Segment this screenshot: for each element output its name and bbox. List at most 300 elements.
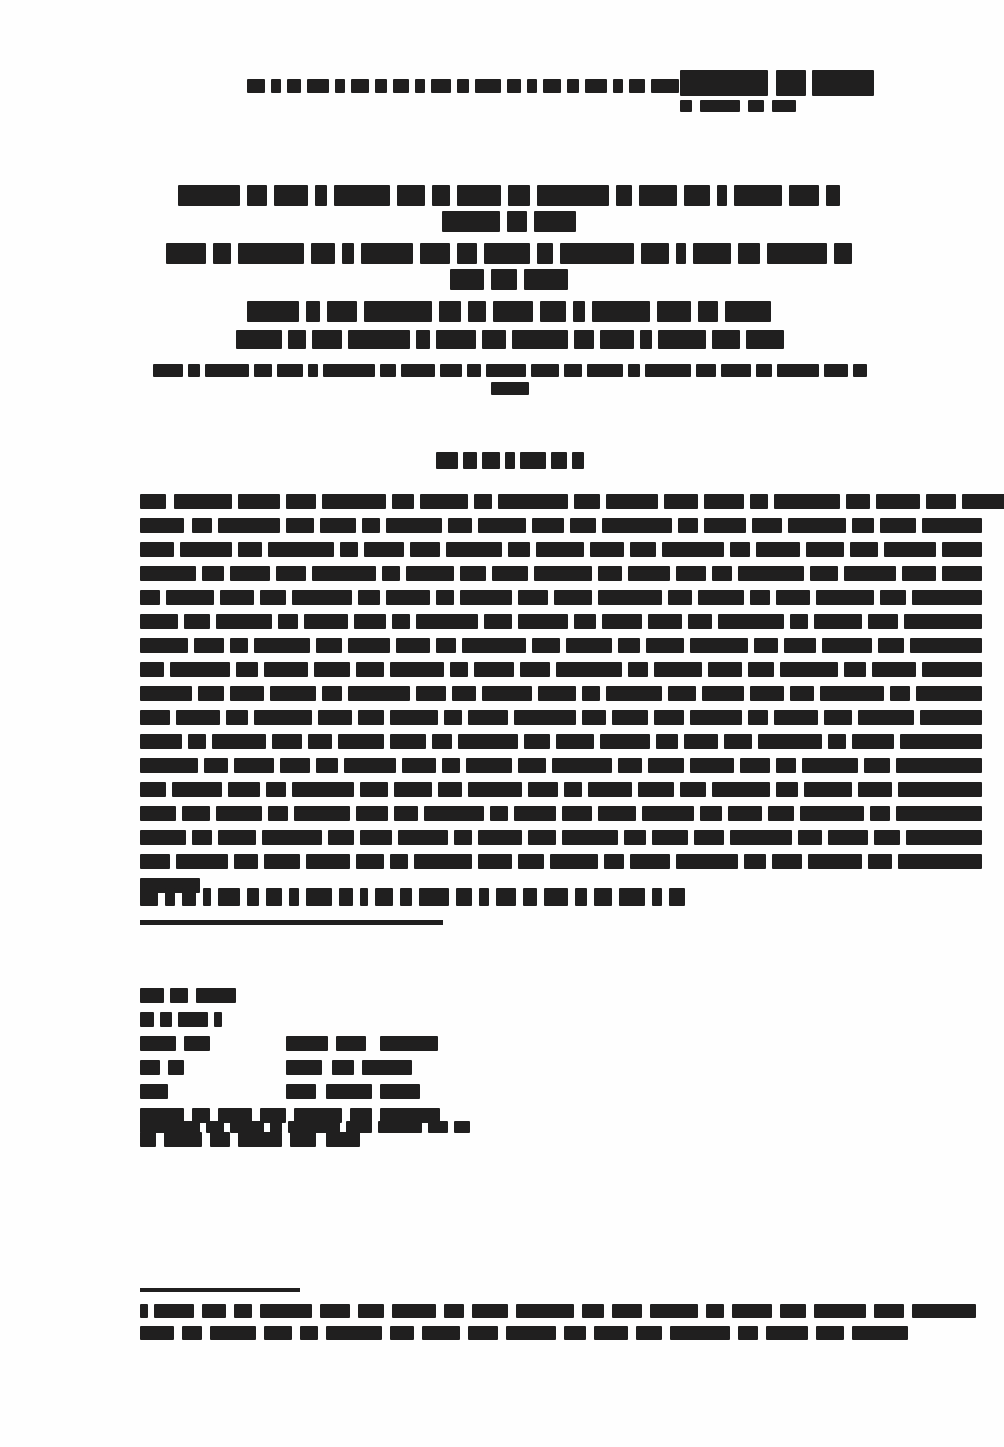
text-block: [505, 452, 515, 469]
text-block: [604, 854, 624, 869]
text-block: [140, 830, 186, 845]
text-block: [844, 662, 866, 677]
text-block: [774, 710, 818, 725]
text-block: [564, 782, 582, 797]
text-block: [912, 1304, 976, 1318]
text-block: [534, 211, 576, 232]
text-block: [612, 1304, 642, 1318]
text-block: [468, 710, 508, 725]
text-block: [752, 518, 782, 533]
text-block: [457, 79, 469, 93]
text-block: [916, 686, 982, 701]
text-block: [188, 364, 200, 377]
text-block: [554, 590, 592, 605]
text-block: [140, 1012, 154, 1027]
text-block: [802, 758, 858, 773]
text-block: [271, 79, 281, 93]
text-block: [922, 518, 982, 533]
text-block: [178, 1012, 208, 1027]
text-block: [234, 758, 274, 773]
text-block: [700, 100, 740, 112]
text-block: [598, 590, 662, 605]
text-block: [140, 662, 164, 677]
text-block: [730, 542, 750, 557]
text-block: [288, 1121, 340, 1133]
text-block: [618, 758, 642, 773]
text-block: [754, 638, 778, 653]
text-block: [218, 888, 240, 906]
text-block: [639, 185, 677, 206]
text-block: [316, 758, 338, 773]
equation-line: [140, 1009, 540, 1033]
text-block: [648, 758, 684, 773]
text-block: [598, 806, 636, 821]
text-block: [748, 710, 768, 725]
text-block: [575, 888, 587, 906]
text-block: [690, 710, 742, 725]
text-block: [816, 1326, 844, 1340]
text-block: [834, 243, 852, 264]
text-block: [846, 494, 870, 509]
text-block: [890, 686, 910, 701]
text-block: [868, 614, 898, 629]
text-block: [436, 330, 476, 349]
text-block: [780, 662, 838, 677]
text-block: [140, 1304, 148, 1318]
text-block: [852, 1326, 908, 1340]
text-block: [704, 518, 746, 533]
text-block: [419, 888, 449, 906]
text-block: [858, 782, 892, 797]
text-block: [479, 888, 489, 906]
text-block: [776, 590, 810, 605]
abstract-line: [140, 852, 880, 876]
text-block: [896, 806, 982, 821]
text-block: [392, 614, 410, 629]
text-block: [874, 830, 900, 845]
text-block: [602, 614, 642, 629]
text-block: [690, 758, 734, 773]
text-block: [140, 614, 178, 629]
text-block: [484, 614, 512, 629]
text-block: [498, 494, 568, 509]
text-block: [360, 830, 392, 845]
text-block: [852, 734, 894, 749]
text-block: [618, 638, 640, 653]
text-block: [790, 614, 808, 629]
text-block: [582, 1304, 604, 1318]
text-block: [304, 614, 348, 629]
text-block: [676, 854, 738, 869]
text-block: [789, 185, 819, 206]
text-block: [140, 686, 192, 701]
text-block: [920, 710, 982, 725]
text-block: [638, 782, 674, 797]
abstract-line: [140, 564, 880, 588]
text-block: [204, 758, 228, 773]
text-block: [777, 364, 819, 377]
abstract-line: [140, 732, 880, 756]
text-block: [238, 494, 280, 509]
text-block: [864, 758, 890, 773]
text-block: [276, 566, 306, 581]
text-block: [524, 269, 568, 290]
text-block: [630, 542, 656, 557]
text-block: [520, 662, 550, 677]
text-block: [348, 686, 410, 701]
text-block: [228, 782, 260, 797]
text-block: [814, 1304, 866, 1318]
text-block: [160, 1012, 172, 1027]
text-block: [826, 185, 840, 206]
text-block: [878, 638, 904, 653]
text-block: [422, 1326, 460, 1340]
text-block: [328, 830, 354, 845]
text-block: [196, 988, 236, 1003]
text-block: [910, 638, 982, 653]
text-block: [140, 710, 170, 725]
text-block: [194, 638, 224, 653]
text-block: [486, 364, 526, 377]
text-block: [630, 854, 670, 869]
text-block: [816, 590, 874, 605]
text-block: [308, 364, 318, 377]
text-block: [560, 243, 634, 264]
text-block: [624, 830, 646, 845]
text-block: [746, 330, 784, 349]
text-block: [696, 364, 716, 377]
text-block: [582, 686, 600, 701]
text-block: [375, 888, 393, 906]
text-block: [537, 243, 553, 264]
text-block: [198, 686, 224, 701]
text-block: [452, 686, 476, 701]
text-block: [362, 518, 380, 533]
text-block: [340, 542, 358, 557]
text-block: [214, 1012, 222, 1027]
text-block: [574, 330, 594, 349]
text-block: [264, 662, 308, 677]
text-block: [850, 542, 878, 557]
text-block: [475, 79, 501, 93]
text-block: [748, 100, 764, 112]
text-block: [684, 185, 710, 206]
text-block: [463, 452, 477, 469]
text-block: [286, 1036, 328, 1051]
text-block: [360, 782, 388, 797]
text-block: [288, 330, 306, 349]
text-block: [806, 542, 844, 557]
text-block: [444, 1304, 464, 1318]
text-block: [678, 518, 698, 533]
text-block: [629, 79, 645, 93]
text-block: [641, 243, 669, 264]
text-block: [203, 888, 211, 906]
text-block: [566, 638, 612, 653]
title-line: [150, 301, 875, 327]
text-block: [814, 614, 862, 629]
text-block: [824, 364, 848, 377]
text-block: [436, 590, 454, 605]
text-block: [416, 330, 430, 349]
text-block: [724, 734, 752, 749]
text-block: [700, 806, 722, 821]
text-block: [168, 1060, 184, 1075]
text-block: [382, 566, 400, 581]
text-block: [492, 566, 528, 581]
text-block: [808, 854, 862, 869]
text-block: [732, 1304, 772, 1318]
text-block: [380, 1036, 438, 1051]
abstract-line: [140, 516, 880, 540]
text-block: [606, 494, 658, 509]
text-block: [356, 806, 388, 821]
text-block: [247, 888, 259, 906]
text-block: [668, 590, 692, 605]
text-block: [491, 269, 517, 290]
text-block: [518, 614, 568, 629]
text-block: [712, 566, 732, 581]
text-block: [812, 70, 874, 96]
text-block: [550, 854, 598, 869]
text-block: [307, 79, 329, 93]
abstract-line: [140, 756, 880, 780]
text-block: [230, 686, 264, 701]
text-block: [798, 830, 822, 845]
text-block: [738, 566, 804, 581]
abstract-line: [140, 612, 880, 636]
text-block: [884, 542, 936, 557]
text-block: [508, 542, 530, 557]
text-block: [518, 854, 544, 869]
text-block: [516, 1304, 574, 1318]
text-block: [467, 364, 481, 377]
text-block: [493, 301, 533, 322]
text-block: [740, 758, 770, 773]
footnote-body: [140, 1302, 880, 1346]
text-block: [738, 243, 760, 264]
text-block: [182, 806, 210, 821]
text-block: [358, 710, 384, 725]
text-block: [456, 888, 472, 906]
text-block: [784, 638, 816, 653]
title-line: [150, 185, 875, 237]
text-block: [140, 854, 170, 869]
text-block: [468, 1326, 498, 1340]
text-block: [876, 494, 920, 509]
text-block: [457, 243, 477, 264]
text-block: [858, 710, 914, 725]
text-block: [532, 638, 560, 653]
text-block: [904, 614, 982, 629]
text-block: [540, 301, 566, 322]
text-block: [170, 988, 188, 1003]
text-block: [922, 662, 982, 677]
text-block: [648, 614, 682, 629]
text-block: [738, 1326, 758, 1340]
text-block: [390, 1326, 414, 1340]
text-block: [748, 662, 774, 677]
text-block: [230, 566, 270, 581]
text-block: [220, 590, 254, 605]
text-block: [906, 830, 982, 845]
text-block: [564, 364, 582, 377]
text-block: [460, 590, 512, 605]
abstract-line: [140, 588, 880, 612]
text-block: [454, 1121, 470, 1133]
text-block: [466, 758, 512, 773]
section-heading: [140, 888, 880, 911]
text-block: [450, 662, 468, 677]
text-block: [484, 243, 530, 264]
text-block: [962, 494, 1004, 509]
text-block: [406, 566, 454, 581]
text-block: [153, 364, 183, 377]
text-block: [431, 79, 451, 93]
text-block: [439, 301, 461, 322]
text-block: [312, 330, 342, 349]
text-block: [567, 79, 579, 93]
text-block: [844, 566, 896, 581]
text-block: [140, 518, 184, 533]
text-block: [392, 1304, 436, 1318]
text-block: [226, 710, 248, 725]
text-block: [254, 638, 310, 653]
text-block: [468, 301, 486, 322]
text-block: [680, 70, 768, 96]
equation-line: [140, 1057, 540, 1081]
text-block: [420, 494, 468, 509]
text-block: [912, 590, 982, 605]
text-block: [410, 542, 440, 557]
text-block: [166, 590, 214, 605]
text-block: [750, 590, 770, 605]
text-block: [556, 734, 594, 749]
text-block: [448, 518, 472, 533]
text-block: [339, 888, 353, 906]
text-block: [172, 782, 222, 797]
text-block: [506, 1326, 556, 1340]
abstract-line: [140, 684, 880, 708]
text-block: [454, 830, 472, 845]
text-block: [562, 806, 592, 821]
text-block: [362, 1060, 412, 1075]
text-block: [670, 1326, 730, 1340]
footnote-line: [140, 1324, 880, 1346]
text-block: [728, 806, 762, 821]
text-block: [734, 185, 782, 206]
text-block: [420, 243, 450, 264]
text-block: [507, 79, 521, 93]
text-block: [390, 854, 408, 869]
text-block: [314, 662, 350, 677]
text-block: [756, 364, 772, 377]
text-block: [213, 243, 231, 264]
text-block: [268, 542, 334, 557]
text-block: [532, 518, 564, 533]
text-block: [587, 364, 623, 377]
text-block: [192, 830, 212, 845]
text-block: [351, 79, 369, 93]
text-block: [266, 888, 282, 906]
text-block: [537, 185, 609, 206]
text-block: [592, 301, 650, 322]
text-block: [338, 734, 384, 749]
text-block: [828, 830, 868, 845]
text-block: [750, 494, 768, 509]
text-block: [698, 590, 744, 605]
text-block: [942, 566, 982, 581]
text-block: [712, 330, 740, 349]
text-block: [544, 888, 568, 906]
text-block: [512, 330, 568, 349]
text-block: [311, 243, 335, 264]
text-block: [564, 1326, 586, 1340]
text-block: [414, 854, 472, 869]
text-block: [202, 566, 224, 581]
text-block: [260, 590, 286, 605]
text-block: [182, 1326, 202, 1340]
text-block: [400, 888, 412, 906]
text-block: [543, 79, 561, 93]
text-block: [822, 638, 872, 653]
text-block: [528, 830, 556, 845]
text-block: [628, 566, 670, 581]
text-block: [140, 1121, 200, 1133]
text-block: [386, 590, 430, 605]
text-block: [393, 79, 409, 93]
abstract-line: [140, 804, 880, 828]
text-block: [440, 364, 462, 377]
text-block: [394, 782, 432, 797]
text-block: [390, 662, 444, 677]
text-block: [238, 542, 262, 557]
text-block: [766, 1326, 808, 1340]
text-block: [274, 185, 308, 206]
text-block: [292, 590, 352, 605]
text-block: [364, 301, 432, 322]
text-block: [286, 518, 314, 533]
text-block: [323, 364, 375, 377]
text-block: [693, 243, 731, 264]
abstract-line: [140, 780, 880, 804]
text-block: [457, 185, 501, 206]
equation-line: [140, 1033, 540, 1057]
text-block: [616, 185, 632, 206]
text-block: [613, 79, 623, 93]
text-block: [450, 269, 484, 290]
text-block: [264, 1326, 292, 1340]
text-block: [416, 686, 446, 701]
text-block: [776, 70, 806, 96]
text-block: [234, 1304, 252, 1318]
text-block: [772, 100, 796, 112]
text-block: [880, 590, 906, 605]
text-block: [585, 79, 607, 93]
text-block: [514, 710, 576, 725]
text-block: [140, 566, 196, 581]
text-block: [306, 854, 350, 869]
text-block: [702, 686, 744, 701]
text-block: [744, 854, 766, 869]
text-block: [170, 662, 230, 677]
text-block: [294, 806, 350, 821]
text-block: [262, 830, 322, 845]
abstract-line: [140, 660, 880, 684]
text-block: [652, 830, 688, 845]
text-block: [598, 566, 622, 581]
text-block: [717, 185, 727, 206]
